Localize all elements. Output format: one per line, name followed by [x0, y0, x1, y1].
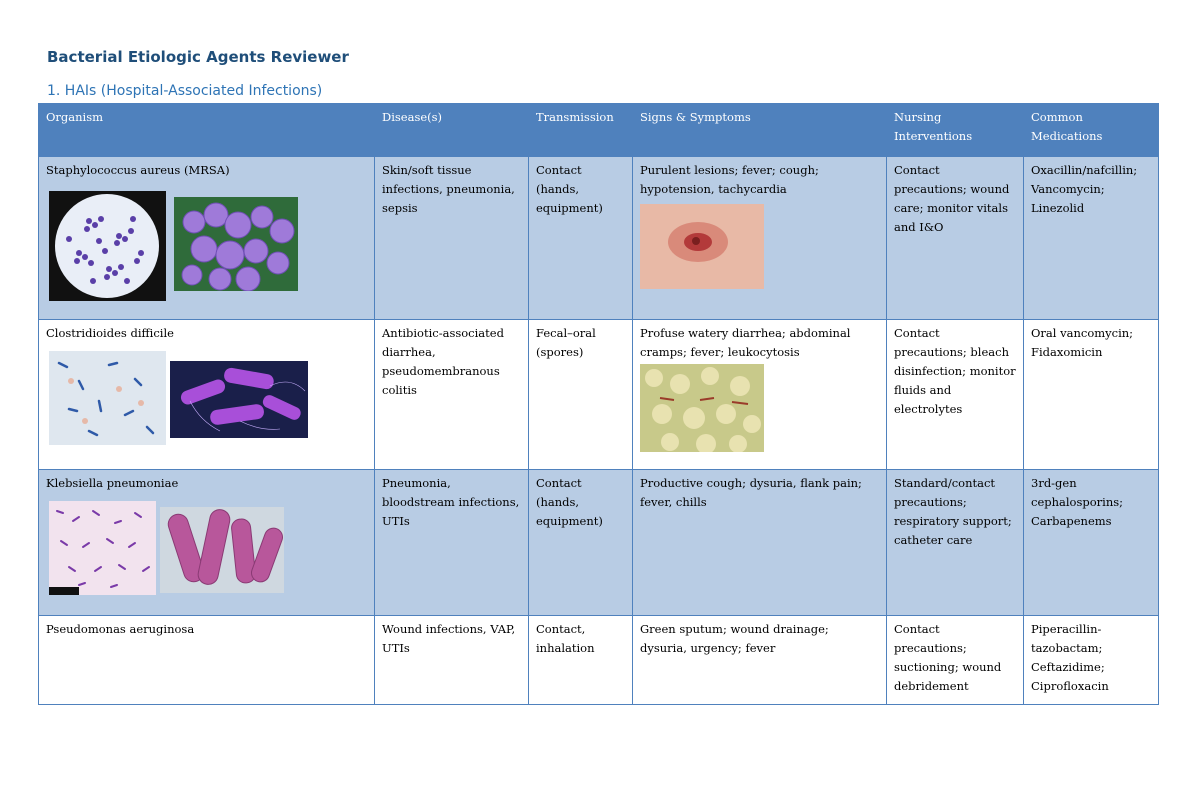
organism-name: Clostridioides difficile — [46, 326, 174, 340]
organism-name: Staphylococcus aureus (MRSA) — [46, 163, 230, 177]
transmission-cell: Contact (hands, equipment) — [529, 157, 633, 320]
disease-cell: Wound infections, VAP, UTIs — [375, 616, 529, 705]
disease-cell: Skin/soft tissue infections, pneumonia, sepsis — [375, 157, 529, 320]
skin-lesion-image — [640, 204, 764, 289]
cdiff-3d-render-image — [170, 361, 308, 438]
hai-table — [38, 103, 1159, 705]
table-header-row — [39, 104, 1159, 157]
symptoms-cell: Green sputum; wound drainage; dysuria, urgency; fever — [633, 616, 887, 705]
symptoms-cell: Productive cough; dysuria, flank pain; fever, chills — [633, 470, 887, 616]
transmission-cell: Fecal–oral (spores) — [529, 320, 633, 470]
section-heading: 1. HAIs (Hospital-Associated Infections) — [47, 83, 323, 99]
nursing-cell: Contact precautions; wound care; monitor vitals and I&O — [887, 157, 1024, 320]
spore-stain-image — [49, 351, 166, 445]
header-nursing-interventions: Nursing Interventions — [887, 104, 1024, 157]
symptoms-text: Profuse watery diarrhea; abdominal cramps; fever; leukocytosis — [640, 326, 851, 359]
header-signs-symptoms: Signs & Symptoms — [633, 104, 887, 157]
nursing-cell: Standard/contact precautions; respiratory support; catheter care — [887, 470, 1024, 616]
table-row — [39, 470, 1159, 616]
organism-cell — [39, 320, 375, 470]
medications-cell: Piperacillin-tazobactam; Ceftazidime; Ciprofloxacin — [1024, 616, 1159, 705]
table-row — [39, 616, 1159, 705]
staph-3d-render-image — [174, 197, 298, 291]
organism-cell — [39, 470, 375, 616]
header-diseases: Disease(s) — [375, 104, 529, 157]
nursing-cell: Contact precautions; bleach disinfection; monitor fluids and electrolytes — [887, 320, 1024, 470]
document-title: Bacterial Etiologic Agents Reviewer — [47, 48, 349, 66]
transmission-cell: Contact (hands, equipment) — [529, 470, 633, 616]
header-organism: Organism — [39, 104, 375, 157]
medications-cell: Oxacillin/nafcillin; Vancomycin; Linezolid — [1024, 157, 1159, 320]
medications-cell: Oral vancomycin; Fidaxomicin — [1024, 320, 1159, 470]
symptoms-cell — [633, 157, 887, 320]
header-transmission: Transmission — [529, 104, 633, 157]
organism-cell — [39, 157, 375, 320]
table-row — [39, 320, 1159, 470]
gram-stain-cocci-image — [49, 191, 166, 301]
gram-negative-rods-image — [49, 501, 156, 595]
nursing-cell: Contact precautions; suctioning; wound debridement — [887, 616, 1024, 705]
colitis-image — [640, 364, 764, 452]
organism-cell: Pseudomonas aeruginosa — [39, 616, 375, 705]
symptoms-text: Purulent lesions; fever; cough; hypotension, tachycardia — [640, 163, 819, 196]
disease-cell: Antibiotic-associated diarrhea, pseudomembranous colitis — [375, 320, 529, 470]
disease-cell: Pneumonia, bloodstream infections, UTIs — [375, 470, 529, 616]
medications-cell: 3rd-gen cephalosporins; Carbapenems — [1024, 470, 1159, 616]
header-common-medications: Common Medications — [1024, 104, 1159, 157]
symptoms-cell — [633, 320, 887, 470]
transmission-cell: Contact, inhalation — [529, 616, 633, 705]
table-row — [39, 157, 1159, 320]
klebsiella-3d-render-image — [160, 507, 284, 593]
organism-name: Klebsiella pneumoniae — [46, 476, 179, 490]
